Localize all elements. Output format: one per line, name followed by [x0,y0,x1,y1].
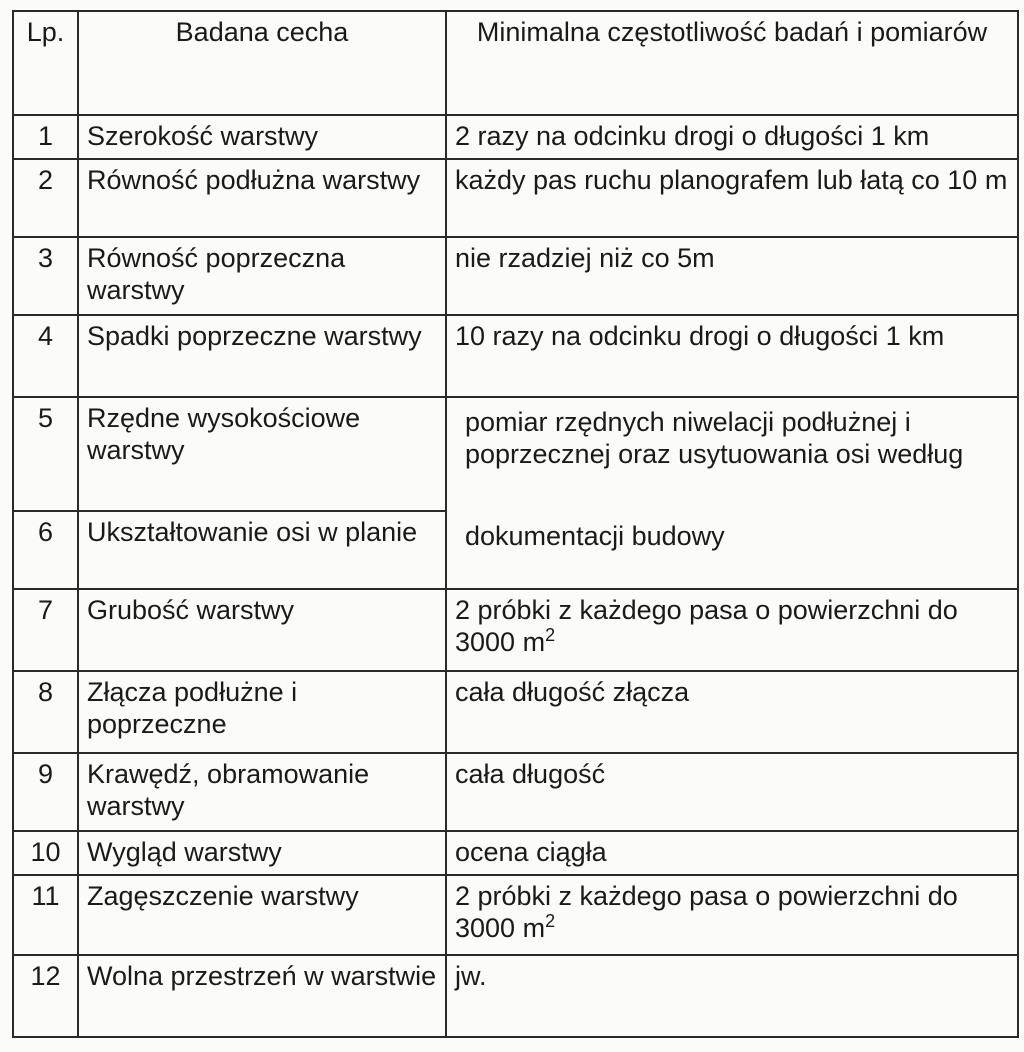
row-number: 9 [13,753,78,831]
feature-cell: Równość podłużna warstwy [78,159,446,237]
row-number: 4 [13,315,78,397]
feature-cell: Złącza podłużne i poprzeczne [78,671,446,753]
table-row [13,115,1018,159]
row-number: 6 [13,511,78,589]
frequency-cell: każdy pas ruchu planografem lub łatą co 10 m [446,159,1018,237]
frequency-cell: ocena ciągła [446,831,1018,875]
feature-cell: Równość poprzeczna warstwy [78,237,446,315]
feature-cell: Ukształtowanie osi w planie [78,511,446,589]
frequency-cell: cała długość [446,753,1018,831]
row-number: 1 [13,115,78,159]
feature-cell: Rzędne wysokościowe warstwy [78,397,446,511]
row-number: 2 [13,159,78,237]
feature-cell: Spadki poprzeczne warstwy [78,315,446,397]
feature-cell: Zagęszczenie warstwy [78,875,446,955]
table-row [13,159,1018,237]
frequency-cell: jw. [446,955,1018,1037]
feature-cell: Wolna przestrzeń w warstwie [78,955,446,1037]
row-number: 5 [13,397,78,511]
feature-cell: Wygląd warstwy [78,831,446,875]
row-number: 7 [13,589,78,671]
frequency-cell [446,875,1018,955]
header-frequency: Minimalna częstotliwość badań i pomiarów [446,11,1018,115]
row-number: 11 [13,875,78,955]
feature-cell: Krawędź, obramowanie warstwy [78,753,446,831]
table-row [13,955,1018,1037]
frequency-text-part2: dokumentacji budowy [465,521,725,551]
feature-cell: Szerokość warstwy [78,115,446,159]
header-feature: Badana cecha [78,11,446,115]
frequency-cell: 2 razy na odcinku drogi o długości 1 km [446,115,1018,159]
frequency-text: 2 próbki z każdego pasa o powierzchni do 3000 m [455,595,958,657]
table-row [13,397,1018,511]
superscript: 2 [545,625,556,645]
frequency-text-part1: pomiar rzędnych niwelacji podłużnej i poprzecznej oraz usytuowania osi według [465,407,964,469]
table-row [13,831,1018,875]
header-lp: Lp. [13,11,78,115]
frequency-text: 2 próbki z każdego pasa o powierzchni do 3000 m [455,881,958,943]
superscript: 2 [545,911,556,931]
table-row [13,315,1018,397]
frequency-cell-merged [446,397,1018,589]
table-row [13,875,1018,955]
table-row [13,753,1018,831]
frequency-cell: 10 razy na odcinku drogi o długości 1 km [446,315,1018,397]
table-row [13,589,1018,671]
frequency-cell [446,589,1018,671]
frequency-cell: nie rzadziej niż co 5m [446,237,1018,315]
feature-cell: Grubość warstwy [78,589,446,671]
header-row [13,11,1018,115]
row-number: 10 [13,831,78,875]
table-row [13,671,1018,753]
row-number: 3 [13,237,78,315]
table-row [13,237,1018,315]
inspection-frequency-table [12,10,1019,1038]
row-number: 12 [13,955,78,1037]
row-number: 8 [13,671,78,753]
frequency-cell: cała długość złącza [446,671,1018,753]
